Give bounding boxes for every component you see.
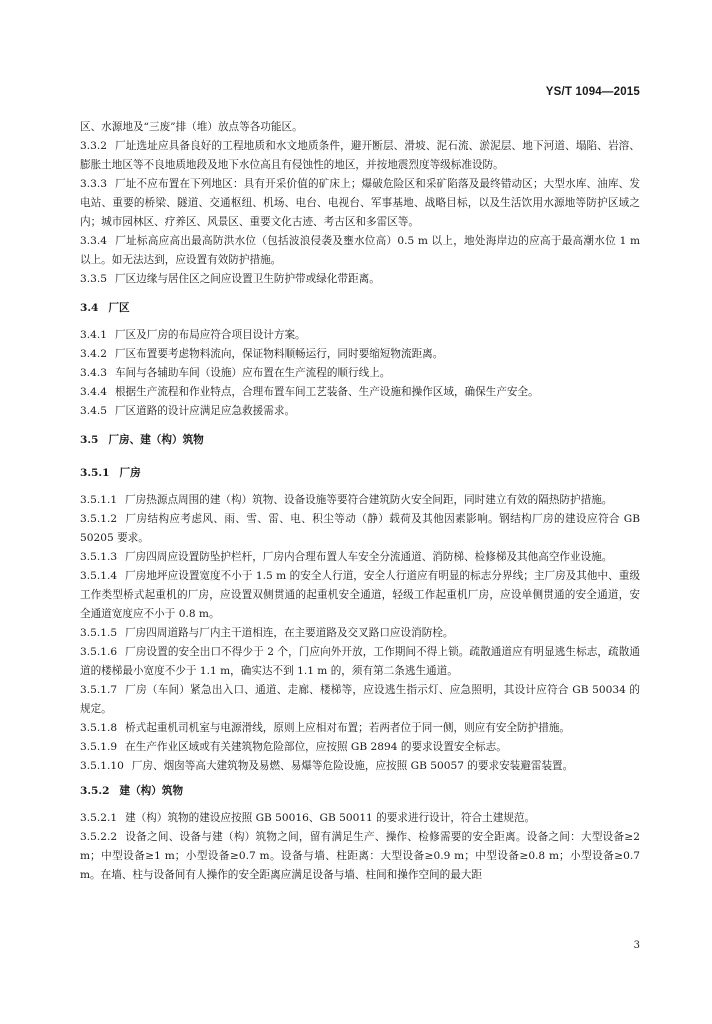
clause-paragraph [80, 757, 640, 776]
clause-number: 3.3.5 [80, 273, 107, 285]
clause-paragraph [80, 738, 640, 757]
clause-paragraph [80, 643, 640, 681]
clause-number: 3.5.1.8 [80, 722, 118, 734]
clause-text: 厂房四周道路与厂内主干道相连，在主要道路及交叉路口应设消防栓。 [125, 627, 454, 639]
clause-paragraph [80, 491, 640, 510]
clause-text: 厂区边缘与居住区之间应设置卫生防护带或绿化带距离。 [114, 273, 380, 285]
clause-text: 厂房、建（构）筑物 [108, 434, 204, 446]
clause-number: 3.5.1.7 [80, 684, 118, 696]
clause-number: 3.5.2.1 [80, 812, 118, 824]
clause-paragraph [80, 624, 640, 643]
clause-text: 在生产作业区域或有关建筑物危险部位，应按照 GB 2894 的要求设置安全标志。 [125, 741, 507, 753]
clause-number: 3.5.1 [80, 467, 110, 479]
clause-text: 厂房地坪应设置宽度不小于 1.5 m 的安全人行道，安全人行道应有明显的标志分界线；主厂房及其他中、重级工作类型桥式起重机的厂房，应设置双侧贯通的起重机安全通道，轻级工作起重机厂房，应设单侧贯通的安全通道，安全通道宽度应不小于 0.8 m。 [80, 570, 640, 620]
clause-number: 3.5.1.9 [80, 741, 118, 753]
clause-number: 3.4.1 [80, 329, 107, 341]
clause-paragraph [80, 809, 640, 828]
clause-number: 3.5.1.5 [80, 627, 118, 639]
clause-number: 3.4.4 [80, 386, 107, 398]
clause-paragraph [80, 510, 640, 548]
clause-number: 3.5.1.1 [80, 494, 118, 506]
clause-paragraph [80, 364, 640, 383]
clause-number: 3.5.1.3 [80, 551, 118, 563]
clause-paragraph [80, 137, 640, 175]
clause-text: 厂址标高应高出最高防洪水位（包括波浪侵袭及壅水位高）0.5 m 以上，地处海岸边的应高于最高潮水位 1 m 以上。如无法达到，应设置有效防护措施。 [80, 235, 640, 266]
clause-text: 厂址不应布置在下列地区：具有开采价值的矿床上；爆破危险区和采矿陷落及最终错动区；大型水库、油库、发电站、重要的桥梁、隧道、交通枢纽、机场、电台、电视台、军事基地、战略目标，以及生活饮用水源地等防护区域之内；城市园林区、疗养区、风景区、重要文化古迹、考古区和多雷区等。 [80, 178, 640, 228]
subsection-heading [80, 776, 640, 809]
clause-text: 厂区道路的设计应满足应急救援需求。 [114, 405, 296, 417]
clause-text: 厂房 [119, 467, 141, 479]
clause-text: 厂区布置要考虑物料流向，保证物料顺畅运行，同时要缩短物流距离。 [114, 348, 444, 360]
clause-paragraph [80, 828, 640, 885]
clause-text: 厂区 [108, 302, 130, 314]
clause-number: 3.5.1.4 [80, 570, 118, 582]
clause-number: 3.4.3 [80, 367, 107, 379]
document-body [80, 118, 640, 885]
clause-paragraph [80, 345, 640, 364]
clause-number: 3.5.2 [80, 785, 110, 797]
clause-text: 厂房（车间）紧急出入口、通道、走廊、楼梯等，应设逃生指示灯、应急照明，其设计应符合 GB 50034 的规定。 [80, 684, 640, 715]
clause-text: 区、水源地及“三废”排（堆）放点等各功能区。 [80, 121, 303, 133]
standard-code-header: YS/T 1094—2015 [545, 86, 640, 98]
clause-paragraph [80, 567, 640, 624]
clause-text: 厂房、烟囱等高大建筑物及易燃、易爆等危险设施，应按照 GB 50057 的要求安装避雷装置。 [131, 760, 574, 772]
clause-text: 桥式起重机司机室与电源滑线，原则上应相对布置；若两者位于同一侧，则应有安全防护措施。 [125, 722, 571, 734]
clause-text: 厂房四周应设置防坠护栏杆，厂房内合理布置人车安全分流通道、消防梯、检修梯及其他高空作业设施。 [125, 551, 613, 563]
clause-paragraph [80, 402, 640, 421]
clause-paragraph [80, 548, 640, 567]
clause-paragraph [80, 383, 640, 402]
page-number: 3 [633, 940, 640, 951]
clause-text: 设备之间、设备与建（构）筑物之间，留有满足生产、操作、检修需要的安全距离。设备之间：大型设备≥2 m；中型设备≥1 m；小型设备≥0.7 m。设备与墙、柱距离：大型设备≥0.9 m；中型设备≥0.8 m；小型设备≥0.7 m。在墙、柱与设备间有人操作的安全距离应满足设备与墙、柱间和操作空间的最大距 [80, 831, 640, 881]
clause-paragraph [80, 232, 640, 270]
clause-number: 3.5.2.2 [80, 831, 118, 843]
clause-number: 3.4 [80, 302, 99, 314]
clause-number: 3.5.1.2 [80, 513, 118, 525]
clause-number: 3.3.2 [80, 140, 107, 152]
clause-text: 厂区及厂房的布局应符合项目设计方案。 [114, 329, 306, 341]
clause-paragraph [80, 326, 640, 345]
clause-number: 3.5.1.6 [80, 646, 118, 658]
subsection-heading [80, 458, 640, 491]
clause-text: 建（构）筑物的建设应按照 GB 50016、GB 50011 的要求进行设计，符合土建规范。 [125, 812, 536, 824]
section-heading [80, 421, 640, 458]
clause-text: 厂房热源点周围的建（构）筑物、设备设施等要符合建筑防火安全间距，同时建立有效的隔热防护措施。 [125, 494, 613, 506]
clause-number: 3.3.4 [80, 235, 107, 247]
clause-number: 3.5.1.10 [80, 760, 124, 772]
clause-text: 厂房结构应考虑风、雨、雪、雷、电、积尘等动（静）载荷及其他因素影响。钢结构厂房的建设应符合 GB 50205 要求。 [80, 513, 640, 544]
clause-number: 3.3.3 [80, 178, 107, 190]
clause-paragraph [80, 719, 640, 738]
clause-paragraph [80, 270, 640, 289]
clause-number: 3.4.5 [80, 405, 107, 417]
clause-paragraph [80, 175, 640, 232]
clause-number: 3.4.2 [80, 348, 107, 360]
clause-text: 厂房设置的安全出口不得少于 2 个，门应向外开放，工作期间不得上锁。疏散通道应有明显逃生标志，疏散通道的楼梯最小宽度不少于 1.1 m，确实达不到 1.1 m 的，须有第二条逃生通道。 [80, 646, 640, 677]
clause-text: 厂址选址应具备良好的工程地质和水文地质条件，避开断层、滑坡、泥石流、淤泥层、地下河道、塌陷、岩溶、膨胀土地区等不良地质地段及地下水位高且有侵蚀性的地区，并按地震烈度等级标准设防。 [80, 140, 640, 171]
clause-text: 建（构）筑物 [119, 785, 184, 797]
clause-paragraph [80, 681, 640, 719]
clause-number: 3.5 [80, 434, 99, 446]
clause-paragraph [80, 118, 640, 137]
section-heading [80, 289, 640, 326]
clause-text: 根据生产流程和作业特点，合理布置车间工艺装备、生产设施和操作区域，确保生产安全。 [114, 386, 539, 398]
clause-text: 车间与各辅助车间（设施）应布置在生产流程的顺行线上。 [114, 367, 391, 379]
